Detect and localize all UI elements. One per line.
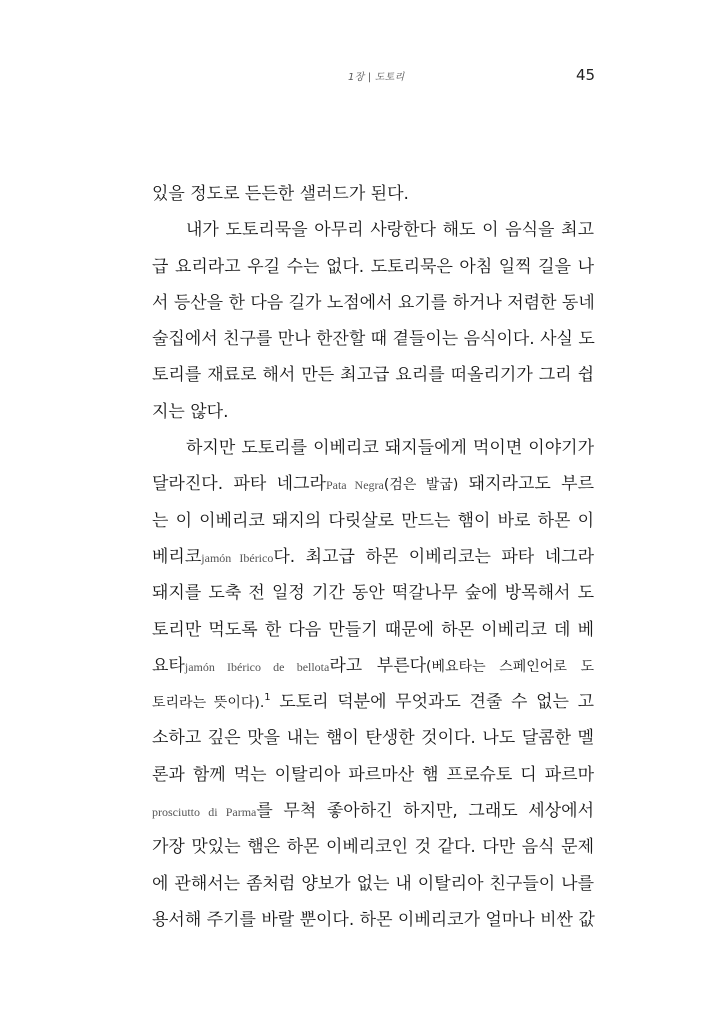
text-line xyxy=(152,648,594,684)
gloss: (베요타는 스페인어로 도 xyxy=(426,658,595,675)
latin-term: jamón Ibérico xyxy=(201,550,274,565)
text-line: 내가 도토리묵을 아무리 사랑한다 해도 이 음식을 최고 xyxy=(186,220,594,241)
text-line: 돼지를 도축 전 일정 기간 동안 떡갈나무 숲에 방목해서 도 xyxy=(152,583,594,604)
text-line xyxy=(152,539,594,575)
gloss: (검은 발굽) xyxy=(383,477,459,494)
text-run: 달라진다. 파타 네그라 xyxy=(152,474,326,495)
text-run: 돼지라고도 부르 xyxy=(458,474,594,495)
text-line: 가장 맛있는 햄은 하몬 이베리코인 것 같다. 다만 음식 문제 xyxy=(152,837,594,858)
text-run: 베리코 xyxy=(152,546,202,567)
text-line: 론과 함께 먹는 이탈리아 파르마산 햄 프로슈토 디 파르마 xyxy=(152,764,594,785)
text-line: 토리를 재료로 해서 만든 최고급 요리를 떠올리기가 그리 쉽 xyxy=(152,365,594,386)
text-line: 소하고 깊은 맛을 내는 햄이 탄생한 것이다. 나도 달콤한 멜 xyxy=(152,728,594,749)
body-text xyxy=(152,176,594,938)
text-line: 토리만 먹도록 한 다음 만들기 때문에 하몬 이베리코 데 베 xyxy=(152,619,594,640)
text-line: 술집에서 친구를 만나 한잔할 때 곁들이는 음식이다. 사실 도 xyxy=(152,329,595,350)
latin-term: Pata Negra xyxy=(325,478,384,493)
text-line: 용서해 주기를 바랄 뿐이다. 하몬 이베리코가 얼마나 비싼 값 xyxy=(152,909,595,930)
gloss: 토리라는 뜻이다). xyxy=(152,695,265,712)
text-line: 하지만 도토리를 이베리코 돼지들에게 먹이면 이야기가 xyxy=(186,438,594,459)
text-line: 에 관해서는 좀처럼 양보가 없는 내 이탈리아 친구들이 나를 xyxy=(152,873,594,894)
running-head: 1장 | 도토리 xyxy=(348,72,405,83)
latin-term: prosciutto di Parma xyxy=(152,805,257,820)
page-number: 45 xyxy=(576,66,596,84)
text-run: 다. 최고급 하몬 이베리코는 파타 네그라 xyxy=(273,546,594,567)
text-line: 있을 정도로 든든한 샐러드가 된다. xyxy=(152,184,409,204)
text-run: 요타 xyxy=(152,655,185,676)
text-line xyxy=(152,793,594,829)
text-run: 도토리 덕분에 무엇과도 견줄 수 없는 고 xyxy=(270,692,595,713)
text-line: 지는 않다. xyxy=(152,401,229,422)
text-line: 서 등산을 한 다음 길가 노점에서 요기를 하거나 저렴한 동네 xyxy=(152,292,595,313)
text-run: 를 무척 좋아하긴 하지만, 그래도 세상에서 xyxy=(256,801,594,822)
latin-term: jamón Ibérico de bellota xyxy=(184,659,330,674)
text-run: 라고 부른다 xyxy=(329,655,427,676)
text-line: 는 이 이베리코 돼지의 다릿살로 만드는 햄이 바로 하몬 이 xyxy=(152,510,594,531)
text-line xyxy=(152,466,594,502)
footnote-marker[interactable]: 1 xyxy=(264,692,271,704)
text-line xyxy=(152,684,594,720)
text-line: 급 요리라고 우길 수는 없다. 도토리묵은 아침 일찍 길을 나 xyxy=(152,256,594,277)
